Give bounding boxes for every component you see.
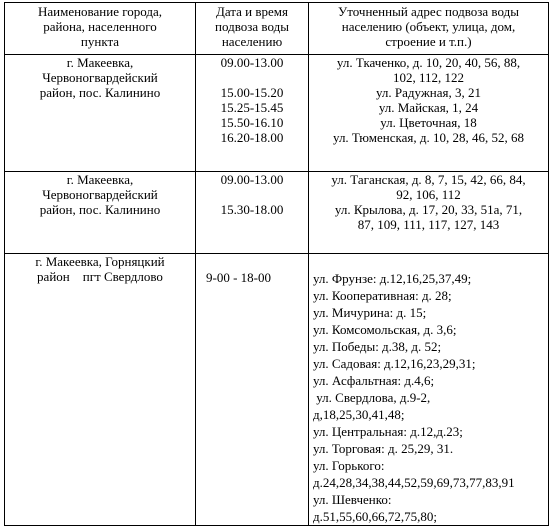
address-line: ул. Центральная: д.12,д.23;	[313, 424, 463, 439]
address-line: ул. Свердлова, д.9-2,	[313, 390, 431, 405]
time-line: 15.25-15.45	[220, 100, 284, 115]
table-row	[5, 55, 549, 172]
location-line: район, пос. Калинино	[39, 85, 161, 100]
address-cell	[309, 55, 549, 172]
address-line: ул. Ткаченко, д. 10, 20, 40, 56, 88,	[336, 55, 521, 70]
time-cell	[196, 172, 309, 254]
location-line: Червоногвардейский	[42, 70, 158, 85]
address-line: ул. Цветочная, 18	[380, 115, 477, 130]
time-line	[200, 187, 304, 202]
header-address	[309, 3, 549, 55]
time-line: 9-00 - 18-00	[206, 270, 271, 285]
address-line: ул. Горького:	[313, 458, 385, 473]
header-date-time	[196, 3, 309, 55]
header-line: строение и т.п.)	[385, 34, 472, 49]
time-line: 15.30-18.00	[220, 202, 284, 217]
time-line: 15.50-16.10	[220, 115, 284, 130]
time-line	[200, 70, 304, 85]
header-row	[5, 3, 549, 55]
location-line: г. Макеевка,	[66, 55, 134, 70]
location-line: Червоногвардейский	[42, 187, 158, 202]
address-line: 102, 112, 122	[392, 70, 465, 85]
address-line: ул. Торговая: д. 25,29, 31.	[313, 441, 454, 456]
table-row	[5, 172, 549, 254]
location-cell	[5, 254, 196, 526]
time-cell	[196, 254, 309, 526]
location-cell	[5, 172, 196, 254]
address-line: ул. Шевченко:	[313, 492, 392, 507]
header-line: подвоза воды	[215, 19, 289, 34]
address-line: ул. Комсомольская, д. 3,6;	[313, 322, 457, 337]
address-line: ул. Крылова, д. 17, 20, 33, 51а, 71,	[334, 202, 523, 217]
header-line: Дата и время	[216, 4, 288, 19]
header-line: населению (объект, улица, дом,	[341, 19, 516, 34]
address-line: д,18,25,30,41,48;	[313, 407, 405, 422]
header-line: района, населенного	[43, 19, 157, 34]
address-line: ул. Фрунзе: д.12,16,25,37,49;	[313, 271, 472, 286]
time-line: 09.00-13.00	[220, 172, 284, 187]
address-line: ул. Тюменская, д. 10, 28, 46, 52, 68	[333, 130, 524, 145]
address-line: 92, 106, 112	[396, 187, 461, 202]
header-line: пункта	[80, 34, 120, 49]
time-line: 15.00-15.20	[220, 85, 284, 100]
address-line: ул. Мичурина: д. 15;	[313, 305, 427, 320]
header-location	[5, 3, 196, 55]
address-line: 87, 109, 111, 117, 127, 143	[357, 217, 500, 232]
header-line: Наименование города,	[37, 4, 162, 19]
address-line: ул. Садовая: д.12,16,23,29,31;	[313, 356, 476, 371]
address-line: ул. Кооперативная: д. 28;	[313, 288, 452, 303]
time-cell	[196, 55, 309, 172]
location-line: г. Макеевка,	[66, 172, 134, 187]
location-cell	[5, 55, 196, 172]
water-delivery-table	[4, 2, 549, 526]
time-line: 16.20-18.00	[220, 130, 284, 145]
address-line: ул. Асфальтная: д.4,6;	[313, 373, 435, 388]
address-line: ул. Победы: д.38, д. 52;	[313, 339, 442, 354]
address-line: д.51,55,60,66,72,75,80;	[313, 509, 437, 524]
address-line: ул. Майская, 1, 24	[378, 100, 479, 115]
address-line: ул. Радужная, 3, 21	[375, 85, 482, 100]
address-cell	[309, 254, 549, 526]
table-row	[5, 254, 549, 526]
time-line: 09.00-13.00	[220, 55, 284, 70]
location-line: район пгт Свердлово	[37, 269, 163, 284]
address-line: ул. Таганская, д. 8, 7, 15, 42, 66, 84,	[331, 172, 526, 187]
header-line: Уточненный адрес подвоза воды	[338, 4, 519, 19]
location-line: г. Макеевка, Горняцкий	[35, 254, 165, 269]
address-line: д.24,28,34,38,44,52,59,69,73,77,83,91	[313, 475, 515, 490]
header-line: населению	[221, 34, 283, 49]
address-cell	[309, 172, 549, 254]
location-line: район, пос. Калинино	[39, 202, 161, 217]
